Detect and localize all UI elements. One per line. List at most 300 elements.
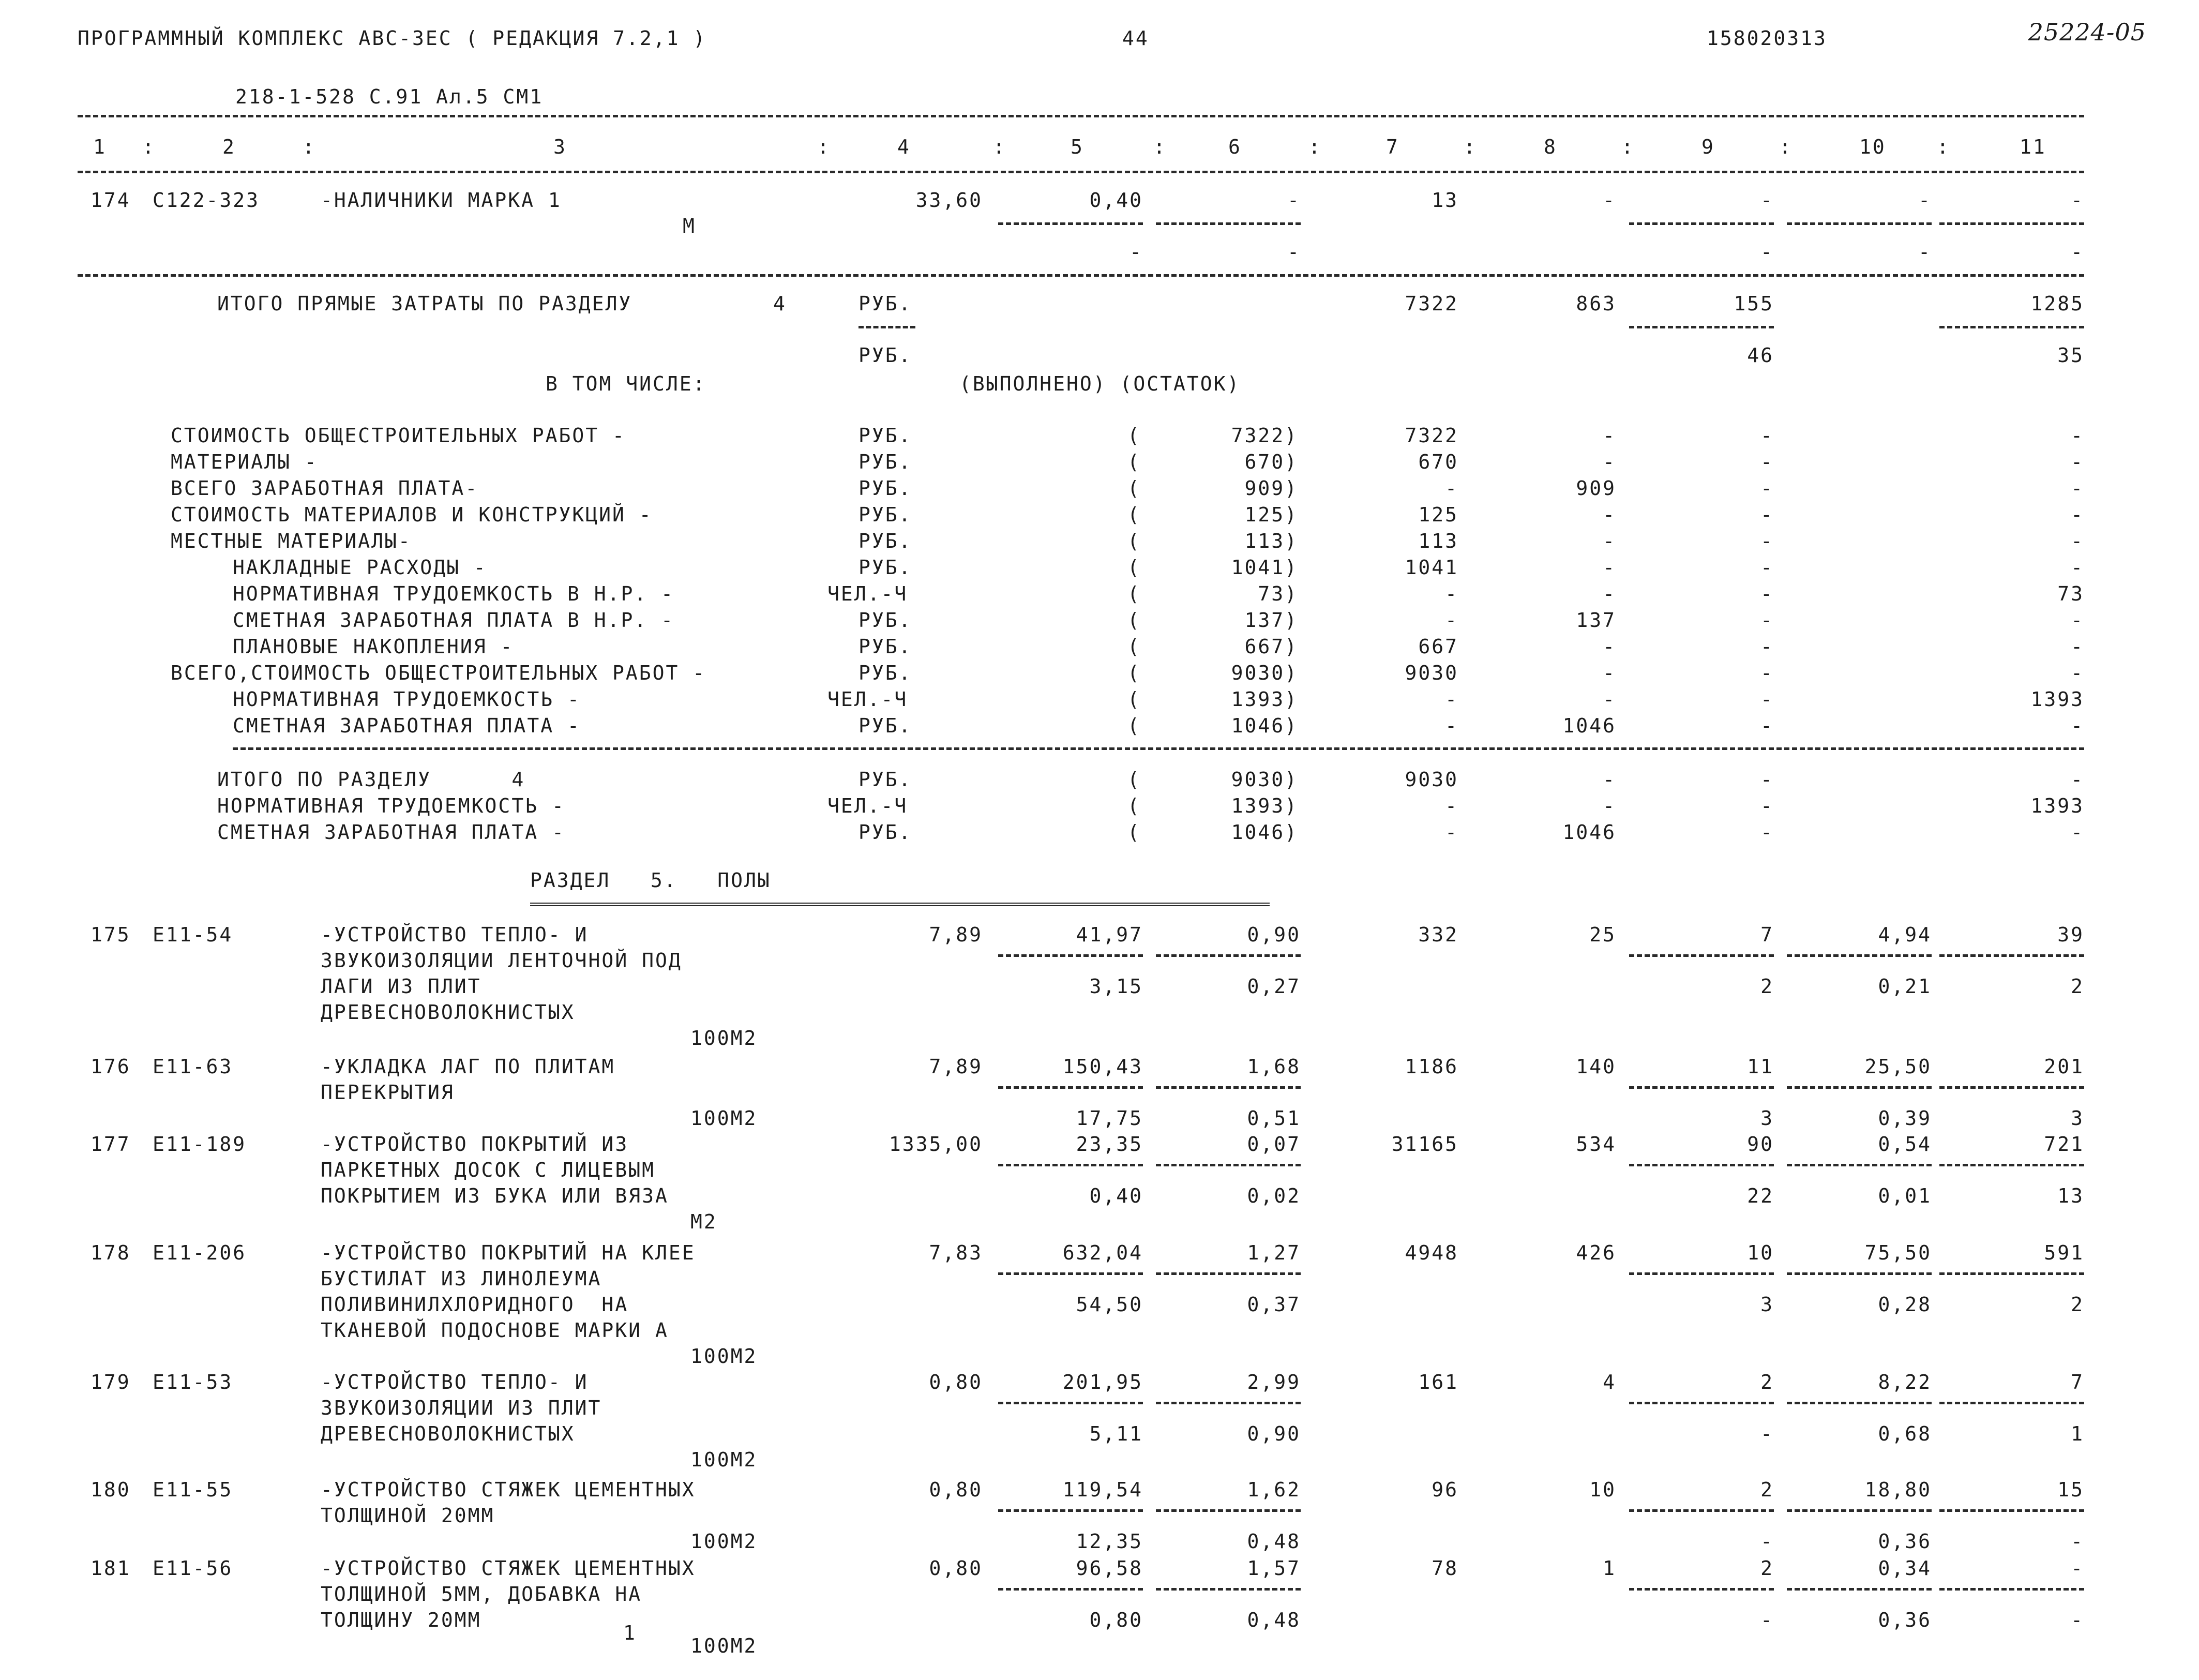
itogo-c11: -	[2071, 768, 2084, 791]
item-name-line: ПАРКЕТНЫХ ДОСОК С ЛИЦЕВЫМ	[321, 1159, 655, 1181]
item-sub-b6: 0,90	[1247, 1422, 1301, 1445]
itogo-label: НОРМАТИВНАЯ ТРУДОЕМКОСТЬ -	[217, 794, 565, 817]
itogo-c7: 9030	[1405, 768, 1458, 791]
value-underline	[1939, 1086, 2084, 1089]
item-c11: 7	[2071, 1371, 2084, 1393]
breakdown-label: МЕСТНЫЕ МАТЕРИАЛЫ-	[171, 530, 412, 552]
item-name-line: ДРЕВЕСНОВОЛОКНИСТЫХ	[321, 1422, 575, 1445]
item-c5: 632,04	[1062, 1241, 1143, 1264]
row-sub-value-b10: -	[1918, 241, 1932, 263]
row-sub-value-b9: -	[1760, 241, 1774, 263]
value-underline	[1939, 1402, 2084, 1404]
value-underline	[1939, 1164, 2084, 1166]
paren: (	[1127, 688, 1141, 711]
item-c6: 0,90	[1247, 923, 1301, 946]
itogo-unit: РУБ.	[858, 821, 912, 844]
item-c11: 591	[2044, 1241, 2084, 1264]
document-code: 158020313	[1707, 27, 1827, 50]
item-sub-b10: 0,36	[1878, 1609, 1932, 1631]
column-header-3: 3	[553, 136, 567, 158]
breakdown-label: НАКЛАДНЫЕ РАСХОДЫ -	[233, 556, 487, 579]
value-underline	[1787, 1509, 1932, 1512]
item-c9: 10	[1747, 1241, 1774, 1264]
item-code: Е11-54	[153, 923, 233, 946]
value-underline	[1787, 222, 1932, 225]
handwritten-number: 25224-05	[2028, 18, 2146, 46]
breakdown-label: НОРМАТИВНАЯ ТРУДОЕМКОСТЬ -	[233, 688, 581, 711]
breakdown-value: 1393)	[1231, 688, 1298, 711]
item-sub-b6: 0,48	[1247, 1609, 1301, 1631]
value-underline	[998, 222, 1143, 225]
item-unit: 100М2	[690, 1634, 758, 1657]
row-value-c5: 0,40	[1089, 189, 1143, 212]
breakdown-value: 1046)	[1231, 714, 1298, 737]
item-number: 177	[91, 1133, 131, 1156]
breakdown-c8: -	[1603, 424, 1616, 447]
breakdown-c7: -	[1445, 688, 1458, 711]
paren: (	[1127, 424, 1141, 447]
itogo-unit: ЧЕЛ.-Ч	[827, 794, 908, 817]
row-sub-value-b5: -	[1129, 241, 1143, 263]
item-unit: 100М2	[690, 1107, 758, 1130]
breakdown-c8: 1046	[1562, 714, 1616, 737]
row-value-c11: -	[2071, 189, 2084, 212]
item-sub-b6: 0,02	[1247, 1184, 1301, 1207]
breakdown-c9: -	[1760, 714, 1774, 737]
item-number: 176	[91, 1055, 131, 1078]
item-c7: 161	[1418, 1371, 1458, 1393]
item-sub-b9: 22	[1747, 1184, 1774, 1207]
itogo-c11: -	[2071, 821, 2084, 844]
item-name-line: ДРЕВЕСНОВОЛОКНИСТЫХ	[321, 1001, 575, 1024]
item-unit: М2	[690, 1210, 717, 1233]
item-c9: 11	[1747, 1055, 1774, 1078]
item-name-line: ЛАГИ ИЗ ПЛИТ	[321, 975, 481, 998]
item-unit: 100М2	[690, 1530, 758, 1553]
item-c4: 0,80	[929, 1371, 983, 1393]
value-underline	[1939, 1509, 2084, 1512]
item-c10: 0,54	[1878, 1133, 1932, 1156]
section-double-rule	[530, 903, 1270, 906]
breakdown-c9: -	[1760, 503, 1774, 526]
item-sub-b10: 0,01	[1878, 1184, 1932, 1207]
done-remaining-label: (ВЫПОЛНЕНО) (ОСТАТОК)	[959, 372, 1241, 395]
item-sub-b5: 54,50	[1076, 1293, 1143, 1316]
breakdown-value: 7322)	[1231, 424, 1298, 447]
item-code: Е11-55	[153, 1478, 233, 1501]
breakdown-c7: 125	[1418, 503, 1458, 526]
item-c8: 25	[1589, 923, 1616, 946]
breakdown-c11: -	[2071, 635, 2084, 658]
breakdown-unit: РУБ.	[858, 530, 912, 552]
value-underline	[1939, 326, 2084, 328]
breakdown-c11: 1393	[2030, 688, 2084, 711]
row-value-c6: -	[1287, 189, 1301, 212]
row-sub-value-b11: -	[2071, 241, 2084, 263]
paren: (	[1127, 582, 1141, 605]
breakdown-value: 9030)	[1231, 662, 1298, 684]
item-c8: 4	[1603, 1371, 1616, 1393]
item-c6: 1,62	[1247, 1478, 1301, 1501]
row-unit: М	[683, 215, 696, 237]
header-rule-bottom	[78, 171, 2084, 173]
paren: (	[1127, 609, 1141, 632]
item-c7: 1186	[1405, 1055, 1458, 1078]
itogo-c9: -	[1760, 768, 1774, 791]
breakdown-c7: -	[1445, 714, 1458, 737]
breakdown-c11: -	[2071, 609, 2084, 632]
column-separator: :	[1153, 136, 1167, 158]
item-c8: 10	[1589, 1478, 1616, 1501]
item-c5: 23,35	[1076, 1133, 1143, 1156]
item-sub-b11: 13	[2057, 1184, 2084, 1207]
item-c9: 2	[1760, 1557, 1774, 1580]
value-underline	[998, 954, 1143, 957]
breakdown-c11: -	[2071, 451, 2084, 473]
itogo-c9: -	[1760, 821, 1774, 844]
item-sub-b6: 0,51	[1247, 1107, 1301, 1130]
item-c7: 332	[1418, 923, 1458, 946]
breakdown-unit: ЧЕЛ.-Ч	[827, 688, 908, 711]
item-c5: 96,58	[1076, 1557, 1143, 1580]
breakdown-c11: -	[2071, 477, 2084, 500]
item-sub-b10: 0,39	[1878, 1107, 1932, 1130]
breakdown-c7: 670	[1418, 451, 1458, 473]
item-sub-b6: 0,48	[1247, 1530, 1301, 1553]
column-header-9: 9	[1701, 136, 1715, 158]
item-code: Е11-189	[153, 1133, 247, 1156]
total-value-c7: 7322	[1405, 292, 1458, 315]
breakdown-c8: -	[1603, 530, 1616, 552]
item-code: Е11-206	[153, 1241, 247, 1264]
value-underline	[1156, 1272, 1301, 1275]
item-c10: 4,94	[1878, 923, 1932, 946]
item-number: 179	[91, 1371, 131, 1393]
item-name-line: -УКЛАДКА ЛАГ ПО ПЛИТАМ	[321, 1055, 615, 1078]
total-value-c11: 1285	[2030, 292, 2084, 315]
item-c6: 0,07	[1247, 1133, 1301, 1156]
item-sub-b11: 1	[2071, 1422, 2084, 1445]
breakdown-c9: -	[1760, 556, 1774, 579]
column-separator: :	[142, 136, 156, 158]
breakdown-value: 113)	[1244, 530, 1298, 552]
column-header-6: 6	[1228, 136, 1242, 158]
item-name-line: ПОКРЫТИЕМ ИЗ БУКА ИЛИ ВЯЗА	[321, 1184, 669, 1207]
item-sub-b5: 17,75	[1076, 1107, 1143, 1130]
item-name-line: ЗВУКОИЗОЛЯЦИИ ИЗ ПЛИТ	[321, 1397, 602, 1419]
breakdown-value: 1041)	[1231, 556, 1298, 579]
column-header-7: 7	[1386, 136, 1399, 158]
value-underline	[1156, 222, 1301, 225]
column-header-1: 1	[93, 136, 107, 158]
item-sub-b6: 0,27	[1247, 975, 1301, 998]
item-sub-b10: 0,21	[1878, 975, 1932, 998]
breakdown-c11: -	[2071, 503, 2084, 526]
breakdown-c9: -	[1760, 424, 1774, 447]
item-c4: 7,83	[929, 1241, 983, 1264]
item-c4: 0,80	[929, 1478, 983, 1501]
breakdown-c11: -	[2071, 530, 2084, 552]
breakdown-unit: РУБ.	[858, 714, 912, 737]
header-rule-top	[78, 115, 2084, 117]
breakdown-c9: -	[1760, 451, 1774, 473]
value-underline	[1156, 1164, 1301, 1166]
value-underline	[1629, 1509, 1774, 1512]
value-underline	[1629, 1402, 1774, 1404]
breakdown-unit: РУБ.	[858, 477, 912, 500]
item-sub-b9: 3	[1760, 1107, 1774, 1130]
item-c9: 2	[1760, 1371, 1774, 1393]
paren: (	[1127, 503, 1141, 526]
breakdown-unit: РУБ.	[858, 662, 912, 684]
row-value-c7: 13	[1432, 189, 1458, 212]
breakdown-rule	[233, 747, 2084, 750]
item-c10: 75,50	[1864, 1241, 1932, 1264]
breakdown-c9: -	[1760, 530, 1774, 552]
paren: (	[1127, 530, 1141, 552]
item-c11: 201	[2044, 1055, 2084, 1078]
paren: (	[1127, 477, 1141, 500]
item-sub-b6: 0,37	[1247, 1293, 1301, 1316]
item-c7: 96	[1432, 1478, 1458, 1501]
value-underline	[1629, 1086, 1774, 1089]
item-sub-b11: 3	[2071, 1107, 2084, 1130]
value-underline	[1939, 222, 2084, 225]
breakdown-value: 125)	[1244, 503, 1298, 526]
value-underline	[1787, 1272, 1932, 1275]
item-number: 181	[91, 1557, 131, 1580]
page-number: 44	[1122, 27, 1149, 50]
breakdown-label: НОРМАТИВНАЯ ТРУДОЕМКОСТЬ В Н.Р. -	[233, 582, 674, 605]
item-sub-b11: -	[2071, 1609, 2084, 1631]
column-separator: :	[1937, 136, 1950, 158]
item-c8: 1	[1603, 1557, 1616, 1580]
value-underline	[998, 1086, 1143, 1089]
item-c4: 0,80	[929, 1557, 983, 1580]
breakdown-c7: -	[1445, 609, 1458, 632]
value-underline	[1156, 1588, 1301, 1591]
breakdown-c11: -	[2071, 714, 2084, 737]
item-name-line: ТКАНЕВОЙ ПОДОСНОВЕ МАРКИ А	[321, 1319, 669, 1342]
total-value-c9: 155	[1734, 292, 1774, 315]
including-label: В ТОМ ЧИСЛЕ:	[546, 372, 706, 395]
itogo-label: СМЕТНАЯ ЗАРАБОТНАЯ ПЛАТА -	[217, 821, 565, 844]
column-header-2: 2	[222, 136, 236, 158]
breakdown-c7: 1041	[1405, 556, 1458, 579]
itogo-value: 9030)	[1231, 768, 1298, 791]
column-header-11: 11	[2020, 136, 2046, 158]
row-sub-value-b6: -	[1287, 241, 1301, 263]
value-underline	[1939, 1588, 2084, 1591]
item-c7: 31165	[1391, 1133, 1458, 1156]
value-underline	[998, 1272, 1143, 1275]
total-sub-c11: 35	[2057, 344, 2084, 367]
paren: (	[1127, 821, 1141, 844]
item-name-line: -УСТРОЙСТВО ПОКРЫТИЙ НА КЛЕЕ	[321, 1241, 696, 1264]
item-unit: 100М2	[690, 1027, 758, 1049]
item-c6: 2,99	[1247, 1371, 1301, 1393]
item-multiplier: 1	[623, 1622, 637, 1644]
item-c6: 1,57	[1247, 1557, 1301, 1580]
item-c10: 0,34	[1878, 1557, 1932, 1580]
itogo-label: ИТОГО ПО РАЗДЕЛУ 4	[217, 768, 525, 791]
breakdown-c11: 73	[2057, 582, 2084, 605]
value-underline	[1787, 954, 1932, 957]
breakdown-unit: РУБ.	[858, 556, 912, 579]
total-underline	[858, 326, 915, 328]
item-sub-b11: 2	[2071, 1293, 2084, 1316]
value-underline	[998, 1164, 1143, 1166]
section-title: РАЗДЕЛ 5. ПОЛЫ	[530, 869, 771, 892]
breakdown-c8: -	[1603, 662, 1616, 684]
breakdown-unit: РУБ.	[858, 424, 912, 447]
column-separator: :	[817, 136, 831, 158]
item-c11: -	[2071, 1557, 2084, 1580]
item-c11: 721	[2044, 1133, 2084, 1156]
item-name-line: ПОЛИВИНИЛХЛОРИДНОГО НА	[321, 1293, 629, 1316]
item-sub-b10: 0,36	[1878, 1530, 1932, 1553]
value-underline	[998, 1509, 1143, 1512]
breakdown-c7: 667	[1418, 635, 1458, 658]
program-title: ПРОГРАММНЫЙ КОМПЛЕКС АВС-ЗЕС ( РЕДАКЦИЯ 7.2,1 )	[78, 27, 707, 50]
item-sub-b11: -	[2071, 1530, 2084, 1553]
breakdown-c9: -	[1760, 662, 1774, 684]
breakdown-c7: 7322	[1405, 424, 1458, 447]
item-c9: 2	[1760, 1478, 1774, 1501]
itogo-c7: -	[1445, 794, 1458, 817]
item-number: 175	[91, 923, 131, 946]
breakdown-c8: 909	[1576, 477, 1616, 500]
item-c8: 140	[1576, 1055, 1616, 1078]
itogo-value: 1393)	[1231, 794, 1298, 817]
itogo-c7: -	[1445, 821, 1458, 844]
itogo-value: 1046)	[1231, 821, 1298, 844]
item-sub-b9: 2	[1760, 975, 1774, 998]
breakdown-value: 909)	[1244, 477, 1298, 500]
breakdown-c8: -	[1603, 503, 1616, 526]
item-c9: 7	[1760, 923, 1774, 946]
item-name-line: ТОЛЩИНОЙ 5ММ, ДОБАВКА НА	[321, 1583, 642, 1606]
item-name-line: ПЕРЕКРЫТИЯ	[321, 1081, 455, 1104]
breakdown-label: СМЕТНАЯ ЗАРАБОТНАЯ ПЛАТА -	[233, 714, 581, 737]
item-name-line: -УСТРОЙСТВО СТЯЖЕК ЦЕМЕНТНЫХ	[321, 1557, 696, 1580]
item-c7: 4948	[1405, 1241, 1458, 1264]
value-underline	[1629, 1272, 1774, 1275]
breakdown-c7: 113	[1418, 530, 1458, 552]
itogo-c8: -	[1603, 768, 1616, 791]
breakdown-c11: -	[2071, 662, 2084, 684]
value-underline	[998, 1588, 1143, 1591]
breakdown-unit: РУБ.	[858, 451, 912, 473]
breakdown-label: МАТЕРИАЛЫ -	[171, 451, 318, 473]
item-code: Е11-63	[153, 1055, 233, 1078]
item-name-line: -УСТРОЙСТВО ТЕПЛО- И	[321, 923, 589, 946]
breakdown-label: СМЕТНАЯ ЗАРАБОТНАЯ ПЛАТА В Н.Р. -	[233, 609, 674, 632]
row-value-c9: -	[1760, 189, 1774, 212]
itogo-c9: -	[1760, 794, 1774, 817]
value-underline	[1939, 1272, 2084, 1275]
item-sub-b5: 3,15	[1089, 975, 1143, 998]
row-value-c10: -	[1918, 189, 1932, 212]
item-sub-b11: 2	[2071, 975, 2084, 998]
item-c4: 7,89	[929, 923, 983, 946]
breakdown-label: ВСЕГО,СТОИМОСТЬ ОБЩЕСТРОИТЕЛЬНЫХ РАБОТ -	[171, 662, 706, 684]
item-number: 180	[91, 1478, 131, 1501]
breakdown-label: ПЛАНОВЫЕ НАКОПЛЕНИЯ -	[233, 635, 514, 658]
paren: (	[1127, 635, 1141, 658]
value-underline	[1629, 1588, 1774, 1591]
breakdown-unit: РУБ.	[858, 503, 912, 526]
paren: (	[1127, 714, 1141, 737]
item-c8: 534	[1576, 1133, 1616, 1156]
value-underline	[1629, 222, 1774, 225]
value-underline	[1156, 1402, 1301, 1404]
breakdown-c9: -	[1760, 582, 1774, 605]
item-name-line: -УСТРОЙСТВО ТЕПЛО- И	[321, 1371, 589, 1393]
breakdown-c11: -	[2071, 424, 2084, 447]
row-value-c4: 33,60	[915, 189, 983, 212]
breakdown-c9: -	[1760, 477, 1774, 500]
breakdown-c8: -	[1603, 635, 1616, 658]
item-c4: 7,89	[929, 1055, 983, 1078]
column-header-8: 8	[1544, 136, 1557, 158]
item-c4: 1335,00	[888, 1133, 983, 1156]
breakdown-c9: -	[1760, 609, 1774, 632]
total-section: 4	[773, 292, 787, 315]
item-c6: 1,68	[1247, 1055, 1301, 1078]
value-underline	[1629, 326, 1774, 328]
value-underline	[1156, 1086, 1301, 1089]
paren: (	[1127, 451, 1141, 473]
item-c11: 39	[2057, 923, 2084, 946]
total-unit: РУБ.	[858, 292, 912, 315]
breakdown-unit: РУБ.	[858, 609, 912, 632]
column-separator: :	[1621, 136, 1635, 158]
item-c7: 78	[1432, 1557, 1458, 1580]
item-sub-b9: 3	[1760, 1293, 1774, 1316]
breakdown-value: 73)	[1258, 582, 1298, 605]
item-c5: 150,43	[1062, 1055, 1143, 1078]
column-separator: :	[303, 136, 316, 158]
item-name-line: ЗВУКОИЗОЛЯЦИИ ЛЕНТОЧНОЙ ПОД	[321, 949, 682, 972]
value-underline	[1629, 954, 1774, 957]
breakdown-c8: 137	[1576, 609, 1616, 632]
item-code: Е11-56	[153, 1557, 233, 1580]
item-sub-b5: 0,80	[1089, 1609, 1143, 1631]
paren: (	[1127, 794, 1141, 817]
itogo-c8: -	[1603, 794, 1616, 817]
item-c10: 8,22	[1878, 1371, 1932, 1393]
itogo-unit: РУБ.	[858, 768, 912, 791]
estimate-subtitle: 218-1-528 С.91 Ал.5 СМ1	[235, 85, 544, 108]
value-underline	[1787, 1402, 1932, 1404]
column-separator: :	[993, 136, 1006, 158]
itogo-c11: 1393	[2030, 794, 2084, 817]
paren: (	[1127, 768, 1141, 791]
item-c5: 119,54	[1062, 1478, 1143, 1501]
item-name-line: -УСТРОЙСТВО СТЯЖЕК ЦЕМЕНТНЫХ	[321, 1478, 696, 1501]
breakdown-c11: -	[2071, 556, 2084, 579]
item-unit: 100М2	[690, 1448, 758, 1471]
breakdown-c8: -	[1603, 688, 1616, 711]
item-code: Е11-53	[153, 1371, 233, 1393]
breakdown-c8: -	[1603, 451, 1616, 473]
item-name-line: БУСТИЛАТ ИЗ ЛИНОЛЕУМА	[321, 1267, 602, 1290]
column-header-10: 10	[1859, 136, 1886, 158]
breakdown-unit: РУБ.	[858, 635, 912, 658]
breakdown-value: 670)	[1244, 451, 1298, 473]
breakdown-c7: 9030	[1405, 662, 1458, 684]
